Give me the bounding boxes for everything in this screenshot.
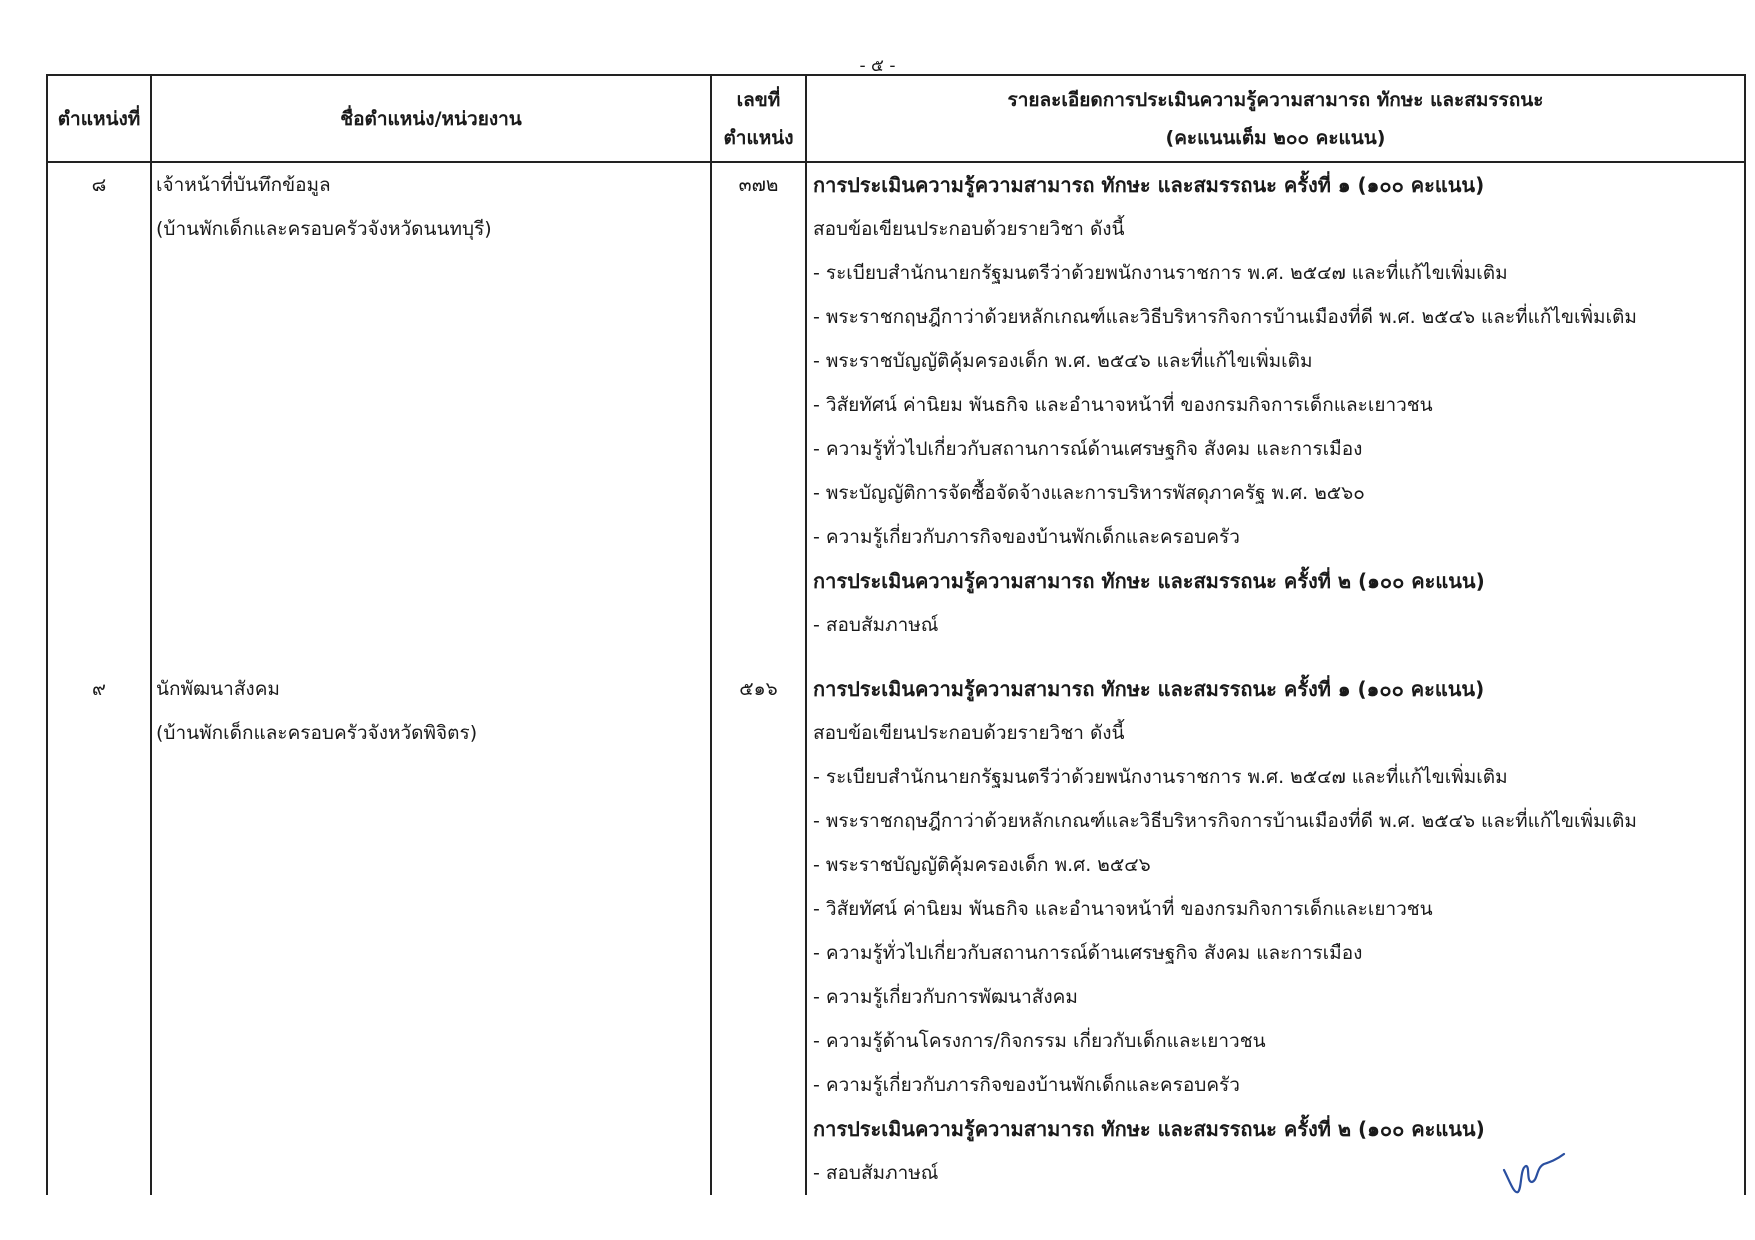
detail-cell <box>806 667 1745 1195</box>
subject-item: - พระบัญญัติการจัดซื้อจัดจ้างและการบริหารพัสดุภาครัฐ พ.ศ. ๒๕๖๐ <box>813 482 1365 504</box>
header-number-line1: เลขที่ <box>736 88 781 111</box>
subject-item: - ความรู้ทั่วไปเกี่ยวกับสถานการณ์ด้านเศรษฐกิจ สังคม และการเมือง <box>813 438 1363 460</box>
subject-item: - วิสัยทัศน์ ค่านิยม พันธกิจ และอำนาจหน้าที่ ของกรมกิจการเด็กและเยาวชน <box>813 394 1433 416</box>
table-header-row <box>47 75 1745 162</box>
part2-title: การประเมินความรู้ความสามารถ ทักษะ และสมรรถนะ ครั้งที่ ๒ (๑๐๐ คะแนน) <box>813 1117 1485 1141</box>
header-details-line1: รายละเอียดการประเมินความรู้ความสามารถ ทักษะ และสมรรถนะ <box>1007 88 1544 111</box>
part1-intro: สอบข้อเขียนประกอบด้วยรายวิชา ดังนี้ <box>813 218 1125 240</box>
position-name: นักพัฒนาสังคม <box>156 678 280 700</box>
part2-title: การประเมินความรู้ความสามารถ ทักษะ และสมรรถนะ ครั้งที่ ๒ (๑๐๐ คะแนน) <box>813 569 1485 593</box>
name-cell <box>151 162 711 667</box>
position-number: ๙ <box>92 678 106 700</box>
part1-intro: สอบข้อเขียนประกอบด้วยรายวิชา ดังนี้ <box>813 722 1125 744</box>
page-number: - ๕ - <box>859 56 896 76</box>
subject-item: - ความรู้เกี่ยวกับการพัฒนาสังคม <box>813 986 1078 1008</box>
position-id: ๓๗๒ <box>738 174 779 196</box>
header-number <box>711 75 806 162</box>
subject-item: - พระราชกฤษฎีกาว่าด้วยหลักเกณฑ์และวิธีบริหารกิจการบ้านเมืองที่ดี พ.ศ. ๒๕๔๖ และที่แก้ไขเพิ่มเติม <box>813 306 1637 328</box>
position-unit: (บ้านพักเด็กและครอบครัวจังหวัดนนทบุรี) <box>156 218 492 240</box>
position-cell <box>47 162 151 667</box>
header-number-line2: ตำแหน่ง <box>723 126 794 149</box>
subject-item: - พระราชบัญญัติคุ้มครองเด็ก พ.ศ. ๒๕๔๖ <box>813 854 1151 876</box>
table-row <box>47 667 1745 1195</box>
header-details-line2: (คะแนนเต็ม ๒๐๐ คะแนน) <box>1165 126 1386 149</box>
signature-mark <box>1500 1148 1570 1198</box>
subject-item: - ระเบียบสำนักนายกรัฐมนตรีว่าด้วยพนักงานราชการ พ.ศ. ๒๕๔๗ และที่แก้ไขเพิ่มเติม <box>813 262 1508 284</box>
part1-title: การประเมินความรู้ความสามารถ ทักษะ และสมรรถนะ ครั้งที่ ๑ (๑๐๐ คะแนน) <box>813 677 1485 701</box>
position-number: ๘ <box>91 174 107 196</box>
number-cell <box>711 667 806 1195</box>
detail-cell <box>806 162 1745 667</box>
position-name: เจ้าหน้าที่บันทึกข้อมูล <box>156 174 331 196</box>
header-details <box>806 75 1745 162</box>
evaluation-table <box>46 74 1746 1195</box>
subject-item: - พระราชกฤษฎีกาว่าด้วยหลักเกณฑ์และวิธีบริหารกิจการบ้านเมืองที่ดี พ.ศ. ๒๕๔๖ และที่แก้ไขเพิ่มเติม <box>813 810 1637 832</box>
subject-item: - ความรู้ด้านโครงการ/กิจกรรม เกี่ยวกับเด็กและเยาวชน <box>813 1030 1266 1052</box>
header-position: ตำแหน่งที่ <box>47 75 151 162</box>
subject-item: - วิสัยทัศน์ ค่านิยม พันธกิจ และอำนาจหน้าที่ ของกรมกิจการเด็กและเยาวชน <box>813 898 1433 920</box>
name-cell <box>151 667 711 1195</box>
subject-item: - ระเบียบสำนักนายกรัฐมนตรีว่าด้วยพนักงานราชการ พ.ศ. ๒๕๔๗ และที่แก้ไขเพิ่มเติม <box>813 766 1508 788</box>
part2-item: - สอบสัมภาษณ์ <box>813 1162 939 1184</box>
part2-item: - สอบสัมภาษณ์ <box>813 614 939 636</box>
number-cell <box>711 162 806 667</box>
table-row <box>47 162 1745 667</box>
subject-item: - ความรู้ทั่วไปเกี่ยวกับสถานการณ์ด้านเศรษฐกิจ สังคม และการเมือง <box>813 942 1363 964</box>
subject-item: - ความรู้เกี่ยวกับภารกิจของบ้านพักเด็กและครอบครัว <box>813 526 1240 548</box>
position-cell <box>47 667 151 1195</box>
subject-item: - พระราชบัญญัติคุ้มครองเด็ก พ.ศ. ๒๕๔๖ และที่แก้ไขเพิ่มเติม <box>813 350 1313 372</box>
position-id: ๕๑๖ <box>739 678 778 700</box>
header-name: ชื่อตำแหน่ง/หน่วยงาน <box>151 75 711 162</box>
part1-title: การประเมินความรู้ความสามารถ ทักษะ และสมรรถนะ ครั้งที่ ๑ (๑๐๐ คะแนน) <box>813 173 1485 197</box>
position-unit: (บ้านพักเด็กและครอบครัวจังหวัดพิจิตร) <box>156 722 478 744</box>
subject-item: - ความรู้เกี่ยวกับภารกิจของบ้านพักเด็กและครอบครัว <box>813 1074 1240 1096</box>
